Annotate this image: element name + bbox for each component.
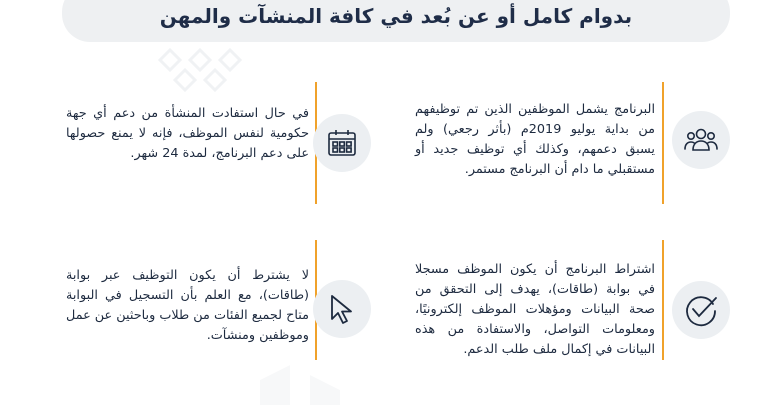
background-shape (250, 360, 390, 405)
background-pattern (150, 40, 270, 100)
icon-circle (672, 281, 730, 339)
calendar-icon (324, 125, 360, 161)
card-accent-bar (662, 240, 664, 360)
icon-circle (313, 280, 371, 338)
card-text: البرنامج يشمل الموظفين الذين تم توظيفهم من بداية يوليو 2019م (بأثر رجعي) ولم يسبق دعمهم، وكذلك أي توظيف جديد أو مستقبلي ما دام أن البرنامج مستمر. (415, 102, 655, 177)
checkmark-circle-icon (683, 292, 719, 328)
banner-title: بدوام كامل أو عن بُعد في كافة المنشآت والمهن (159, 4, 633, 28)
cursor-arrow-icon (324, 291, 360, 327)
users-group-icon (683, 122, 719, 158)
card-accent-bar (662, 82, 664, 204)
card-text: اشتراط البرنامج أن يكون الموظف مسجلا في بوابة (طاقات)، يهدف إلى التحقق من صحة البيانات ومؤهلات الموظف إلكترونيًا، ومعلومات التواصل، والاستفادة من هذه البيانات في إكمال ملف طلب الدعم. (415, 262, 655, 357)
card-text: لا يشترط أن يكون التوظيف عبر بوابة (طاقات)، مع العلم بأن التسجيل في البوابة متاح لجميع الفئات من طلاب وباحثين عن عمل وموظفين ومنشآت. (66, 268, 309, 343)
card-text: في حال استفادت المنشأة من دعم أي جهة حكومية لنفس الموظف، فإنه لا يمنع حصولها على دعم البرنامج، لمدة 24 شهر. (66, 106, 309, 161)
icon-circle (313, 114, 371, 172)
icon-circle (672, 111, 730, 169)
